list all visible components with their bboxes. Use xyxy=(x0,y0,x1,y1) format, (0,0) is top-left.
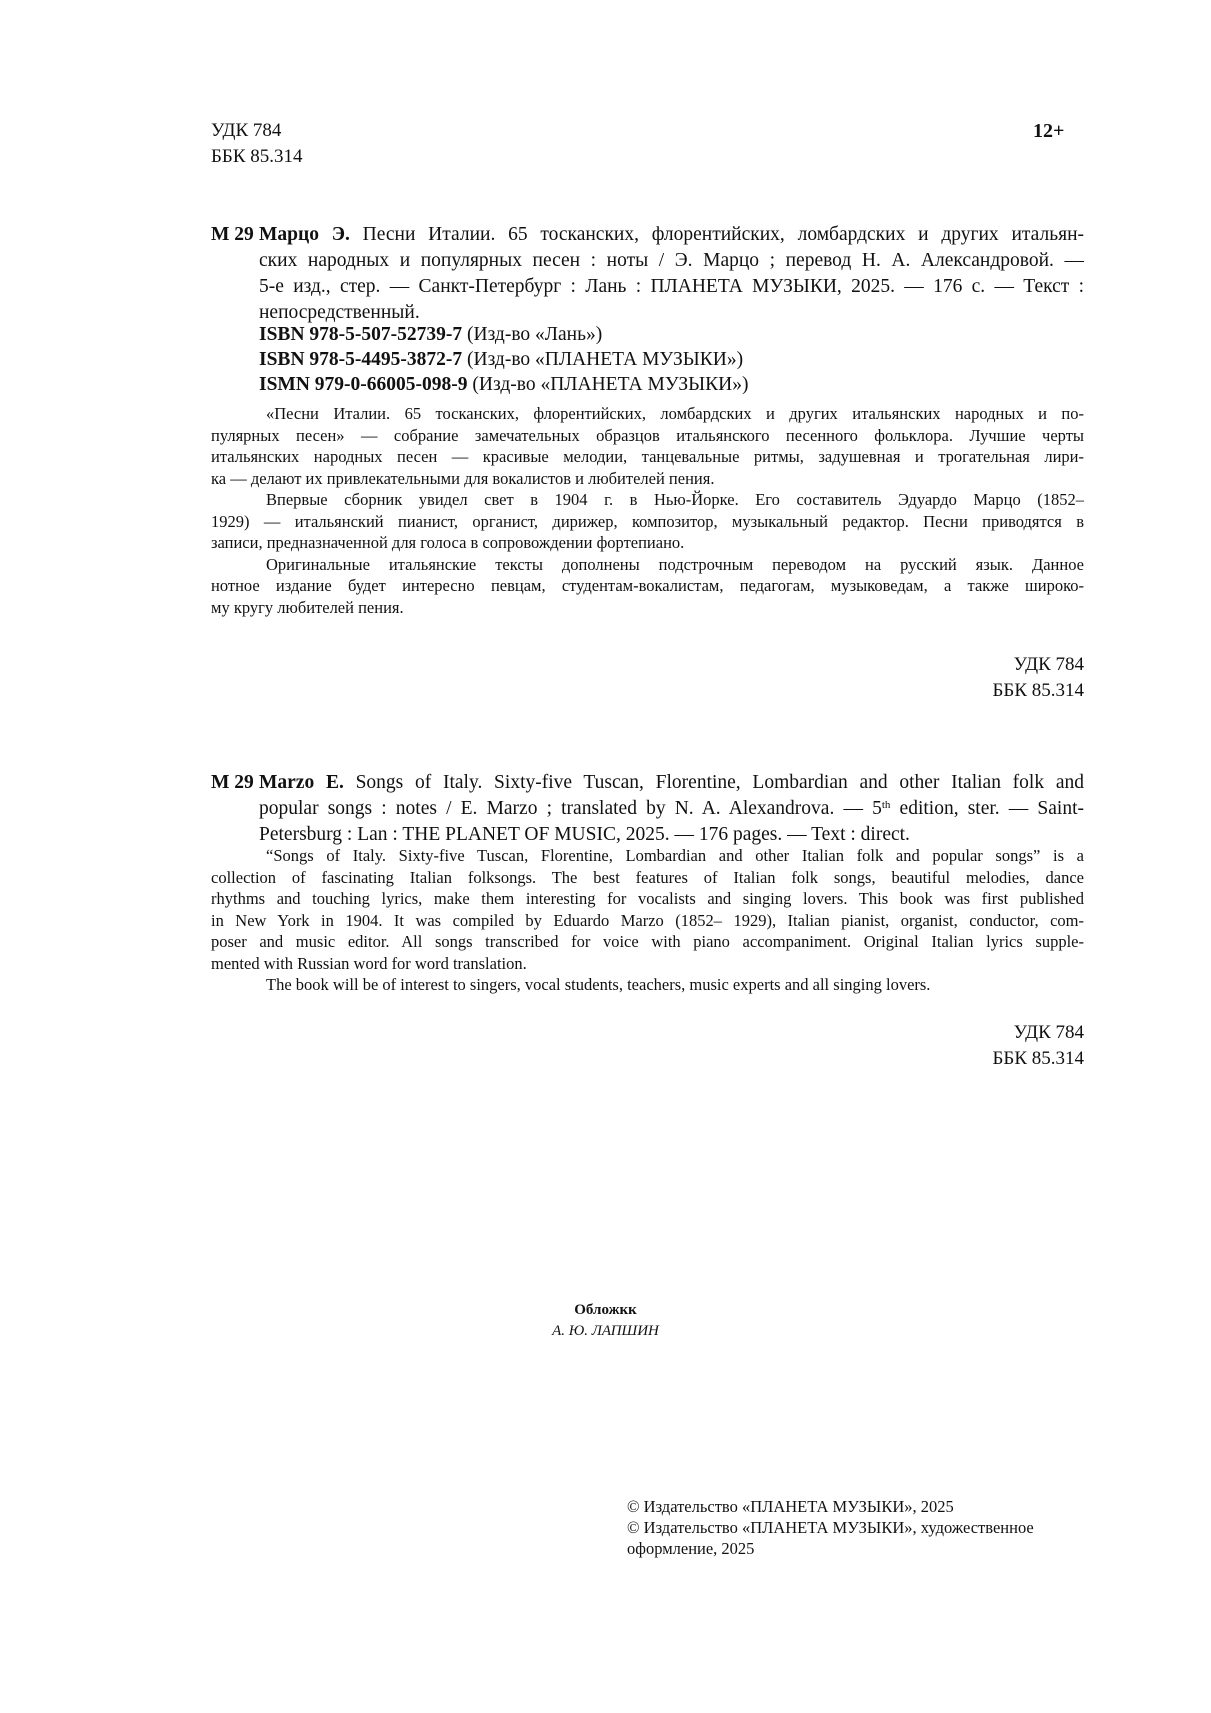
en-abstract-line: poser and music editor. All songs transcribed for voice with piano accompaniment. Original Italian lyrics supple- xyxy=(211,932,1084,951)
en-abstract-line: collection of fascinating Italian folksongs. The best features of Italian folk songs, beautiful melodies, dance xyxy=(211,867,1084,887)
copyright-line: © Издательство «ПЛАНЕТА МУЗЫКИ», художественное xyxy=(627,1518,1034,1537)
en-entry-line-1: Marzo E. Songs of Italy. Sixty-five Tuscan, Florentine, Lombardian and other Italian folk and xyxy=(259,772,1084,793)
en-bbk: ББК 85.314 xyxy=(992,1048,1084,1069)
en-abstract-line: mented with Russian word for word translation. xyxy=(211,953,527,973)
ru-abstract xyxy=(211,403,1084,618)
ru-entry-line-4: непосредственный. xyxy=(259,302,420,323)
bbk-code: ББК 85.314 xyxy=(211,146,303,167)
udk-code: УДК 784 xyxy=(211,120,282,141)
ru-entry-line-1: Марцо Э. Песни Италии. 65 тосканских, флорентийских, ломбардских и других итальян- xyxy=(259,224,1084,245)
ru-abstract-line: Оригинальные итальянские тексты дополнены подстрочным переводом на русский язык. Данное xyxy=(266,554,1084,574)
ru-abstract-line: «Песни Италии. 65 тосканских, флорентийских, ломбардских и других итальянских народных и по- xyxy=(266,404,1084,423)
en-entry-author: Marzo E. xyxy=(259,772,344,793)
en-entry-line-2: popular songs : notes / E. Marzo ; translated by N. A. Alexandrova. — 5th edition, ster. — Saint- xyxy=(259,798,1085,819)
cover-designer: А. Ю. ЛАПШИН xyxy=(552,1323,659,1339)
en-entry-code: M 29 xyxy=(211,772,254,793)
ru-entry-line-2: ских народных и популярных песен : ноты / Э. Марцо ; перевод Н. А. Александровой. — xyxy=(259,250,1084,271)
ru-abstract-line: итальянских народных песен — красивые мелодии, танцевальные ритмы, задушевная и трогательная лири- xyxy=(211,447,1084,466)
copyright-block xyxy=(627,1496,1034,1559)
isbn-list xyxy=(259,322,1132,397)
isbn-lan: ISBN 978-5-507-52739-7 (Изд-во «Лань») xyxy=(259,324,603,345)
ru-abstract-line: Впервые сборник увидел свет в 1904 г. в Нью-Йорке. Его составитель Эдуардо Марцо (1852– xyxy=(266,490,1084,509)
en-abstract xyxy=(211,845,1084,996)
en-udk: УДК 784 xyxy=(1013,1022,1084,1043)
en-abstract-line: in New York in 1904. It was compiled by Eduardo Marzo (1852– 1929), Italian pianist, organist, conductor, com- xyxy=(211,910,1084,930)
isbn-planeta: ISBN 978-5-4495-3872-7 (Изд-во «ПЛАНЕТА МУЗЫКИ») xyxy=(259,349,744,370)
copyright-line: оформление, 2025 xyxy=(627,1539,755,1558)
ismn-planeta: ISMN 979-0-66005-098-9 (Изд-во «ПЛАНЕТА МУЗЫКИ») xyxy=(259,374,749,395)
en-abstract-line: rhythms and touching lyrics, make them interesting for vocalists and singing lovers. This book was first published xyxy=(211,889,1084,908)
cover-label: Обложкк xyxy=(574,1302,637,1318)
en-abstract-line: “Songs of Italy. Sixty-five Tuscan, Florentine, Lombardian and other Italian folk and popular songs” is a xyxy=(266,846,1084,865)
age-rating: 12+ xyxy=(1033,120,1065,142)
ru-classification xyxy=(211,652,1084,704)
ru-abstract-line: 1929) — итальянский пианист, органист, дирижер, композитор, музыкальный редактор. Песни приводятся в xyxy=(211,511,1084,531)
ru-abstract-line: ка — делают их привлекательными для вокалистов и любителей пения. xyxy=(211,468,715,488)
ru-abstract-line: нотное издание будет интересно певцам, студентам-вокалистам, педагогам, музыковедам, а также широко- xyxy=(211,576,1084,595)
en-bibliographic-entry xyxy=(211,770,1084,848)
copyright-line: © Издательство «ПЛАНЕТА МУЗЫКИ», 2025 xyxy=(627,1497,954,1516)
en-entry-line-3: Petersburg : Lan : THE PLANET OF MUSIC, 2025. — 176 pages. — Text : direct. xyxy=(259,824,910,845)
ru-abstract-line: пулярных песен» — собрание замечательных образцов итальянского песенного фольклора. Лучшие черты xyxy=(211,425,1084,445)
en-classification xyxy=(211,1020,1084,1072)
ru-entry-line-3: 5-е изд., стер. — Санкт-Петербург : Лань : ПЛАНЕТА МУЗЫКИ, 2025. — 176 с. — Текст : xyxy=(259,276,1084,297)
ru-entry-author: Марцо Э. xyxy=(259,224,350,245)
ru-bibliographic-entry xyxy=(211,222,1084,326)
ru-bbk: ББК 85.314 xyxy=(992,680,1084,701)
ru-udk: УДК 784 xyxy=(1013,654,1084,675)
ru-abstract-line: му кругу любителей пения. xyxy=(211,597,404,617)
ru-entry-code: М 29 xyxy=(211,224,254,245)
top-classification xyxy=(211,118,303,170)
cover-credit xyxy=(0,1300,1211,1342)
en-abstract-line: The book will be of interest to singers, vocal students, teachers, music experts and all singing lovers. xyxy=(266,975,931,994)
ru-abstract-line: записи, предназначенной для голоса в сопровождении фортепиано. xyxy=(211,533,685,552)
